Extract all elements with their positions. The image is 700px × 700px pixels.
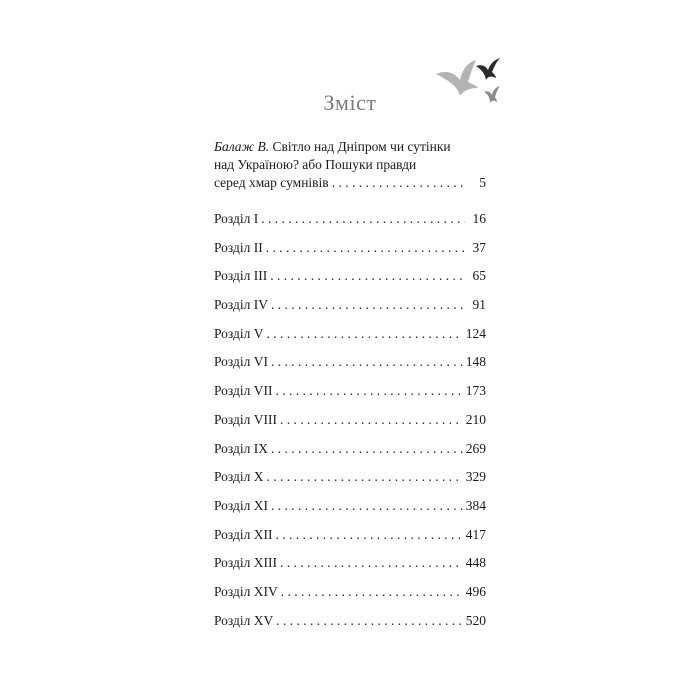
chapter-page-number: 210 xyxy=(465,411,486,427)
toc-chapter-entry[interactable] xyxy=(214,326,486,355)
leader-dots xyxy=(261,211,465,227)
toc-chapter-entry[interactable] xyxy=(214,354,486,383)
toc-chapter-entry[interactable] xyxy=(214,297,486,326)
toc-chapter-entry[interactable] xyxy=(214,469,486,498)
chapter-page-number: 417 xyxy=(465,526,486,542)
leader-dots xyxy=(267,326,463,342)
chapter-page-number: 496 xyxy=(465,583,486,599)
toc-chapter-entry[interactable] xyxy=(214,441,486,470)
chapter-page-number: 448 xyxy=(465,555,486,571)
toc-chapter-entry[interactable] xyxy=(214,211,486,240)
leader-dots xyxy=(271,297,465,313)
toc-chapter-entry[interactable] xyxy=(214,383,486,412)
chapter-list xyxy=(214,211,486,641)
chapter-page-number: 269 xyxy=(465,440,486,456)
chapter-page-number: 124 xyxy=(465,325,486,341)
chapter-label: Розділ XIV xyxy=(214,583,278,599)
chapter-page-number: 16 xyxy=(472,211,486,226)
toc-chapter-entry[interactable] xyxy=(214,240,486,269)
leader-dots xyxy=(267,469,463,485)
leader-dots xyxy=(281,584,463,600)
chapter-label: Розділ X xyxy=(214,469,264,485)
chapter-label: Розділ XI xyxy=(214,497,268,513)
chapter-page-number: 520 xyxy=(465,612,486,628)
intro-title-line3: серед хмар сумнівів xyxy=(214,175,329,190)
chapter-label: Розділ I xyxy=(214,211,259,226)
chapter-page-number: 91 xyxy=(472,297,486,313)
toc-chapter-entry[interactable] xyxy=(214,498,486,527)
leader-dots xyxy=(332,174,465,192)
chapter-page-number: 37 xyxy=(472,239,486,255)
chapter-label: Розділ VI xyxy=(214,354,268,370)
leader-dots xyxy=(275,383,462,399)
leader-dots xyxy=(275,527,462,543)
intro-author: Балаж В. xyxy=(214,139,270,154)
intro-title-line2: над Україною? або Пошуки правди xyxy=(214,157,417,172)
toc-intro-entry[interactable] xyxy=(214,138,486,192)
intro-title-line1: Світло над Дніпром чи сутінки xyxy=(269,139,451,154)
toc-chapter-entry[interactable] xyxy=(214,584,486,613)
page-title: Зміст xyxy=(323,90,377,115)
leader-dots xyxy=(270,268,465,284)
leader-dots xyxy=(266,240,465,256)
leader-dots xyxy=(280,412,463,428)
toc-chapter-entry[interactable] xyxy=(214,555,486,584)
chapter-label: Розділ II xyxy=(214,239,263,255)
intro-page-number: 5 xyxy=(479,175,486,190)
toc-chapter-entry[interactable] xyxy=(214,412,486,441)
toc-chapter-entry[interactable] xyxy=(214,268,486,297)
chapter-label: Розділ IX xyxy=(214,440,268,456)
chapter-label: Розділ XV xyxy=(214,612,274,628)
chapter-label: Розділ III xyxy=(214,268,268,284)
chapter-page-number: 173 xyxy=(465,383,486,399)
chapter-page-number: 329 xyxy=(465,469,486,485)
chapter-label: Розділ IV xyxy=(214,297,268,313)
leader-dots xyxy=(271,354,463,370)
leader-dots xyxy=(271,498,463,514)
chapter-label: Розділ XIII xyxy=(214,555,277,571)
chapter-label: Розділ V xyxy=(214,325,264,341)
table-of-contents xyxy=(214,138,486,641)
leader-dots xyxy=(271,441,463,457)
chapter-label: Розділ XII xyxy=(214,526,273,542)
chapter-page-number: 384 xyxy=(465,497,486,513)
chapter-label: Розділ VII xyxy=(214,383,273,399)
chapter-label: Розділ VIII xyxy=(214,411,277,427)
chapter-page-number: 65 xyxy=(472,268,486,284)
leader-dots xyxy=(280,555,463,571)
chapter-page-number: 148 xyxy=(465,354,486,370)
toc-chapter-entry[interactable] xyxy=(214,527,486,556)
leader-dots xyxy=(276,613,463,629)
toc-chapter-entry[interactable] xyxy=(214,613,486,642)
